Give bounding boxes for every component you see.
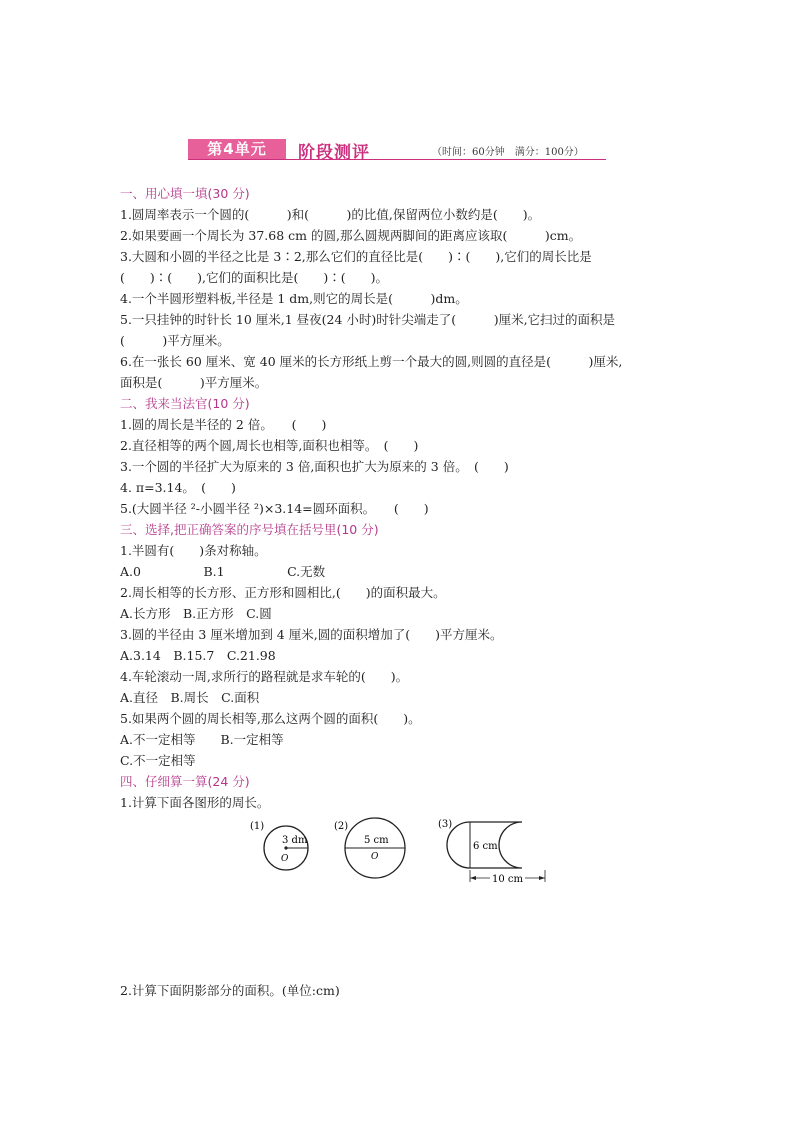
question-line: 2.周长相等的长方形、正方形和圆相比,( )的面积最大。 xyxy=(120,585,446,600)
unit-badge: 第4单元 xyxy=(188,139,286,159)
question-line: A.直径 B.周长 C.面积 xyxy=(120,690,260,705)
figure-3-number: (3) xyxy=(438,819,453,830)
question-line: 6.在一张长 60 厘米、宽 40 厘米的长方形纸上剪一个最大的圆,则圆的直径是( )厘米, xyxy=(120,354,623,369)
figure-1-center-dot xyxy=(284,846,287,849)
question-line: 4.车轮滚动一周,求所行的路程就是求车轮的( )。 xyxy=(120,669,409,684)
section-title: 一、用心填一填(30 分) xyxy=(120,186,250,201)
question-line: 5.一只挂钟的时针长 10 厘米,1 昼夜(24 小时)时针尖端走了( )厘米,它扫过的面积是 xyxy=(120,312,616,327)
exam-info: （时间：60分钟 满分：100分） xyxy=(432,147,584,158)
question-list xyxy=(120,183,690,813)
question-line: 2.直径相等的两个圆,周长也相等,面积也相等。 ( ) xyxy=(120,438,419,453)
question-line: 3.圆的半径由 3 厘米增加到 4 厘米,圆的面积增加了( )平方厘米。 xyxy=(120,627,503,642)
question-line: 1.计算下面各图形的周长。 xyxy=(120,795,270,810)
figure-3-height-label: 6 cm xyxy=(473,841,498,852)
section-title: 二、我来当法官(10 分) xyxy=(120,396,250,411)
question-line: 5.如果两个圆的周长相等,那么这两个圆的面积( )。 xyxy=(120,711,421,726)
section-title: 三、选择,把正确答案的序号填在括号里(10 分) xyxy=(120,522,379,537)
question-line: 4. π=3.14。 ( ) xyxy=(120,480,236,495)
figure-2-center-label: O xyxy=(371,852,379,862)
figure-3-arrow-left xyxy=(470,876,476,880)
header-rule xyxy=(188,159,606,160)
figure-2-label: 5 cm xyxy=(364,835,389,846)
question-line: 3.大圆和小圆的半径之比是 3∶2,那么它们的直径比是( )∶( ),它们的周长比是 xyxy=(120,249,592,264)
question-line: 面积是( )平方厘米。 xyxy=(120,375,268,390)
question-line: C.不一定相等 xyxy=(120,753,196,768)
question-line: ( )∶( ),它们的面积比是( )∶( )。 xyxy=(120,270,388,285)
question-line: 5.(大圆半径 ²-小圆半径 ²)×3.14=圆环面积。 ( ) xyxy=(120,501,429,516)
question-line: A.3.14 B.15.7 C.21.98 xyxy=(120,648,276,663)
unit-title: 阶段测评 xyxy=(298,143,370,163)
question-line: 1.圆的周长是半径的 2 倍。 ( ) xyxy=(120,417,327,432)
figure-1-center-label: O xyxy=(281,854,289,864)
figure-3-width-label: 10 cm xyxy=(492,874,523,885)
figure-2-number: (2) xyxy=(334,821,349,832)
question-line: ( )平方厘米。 xyxy=(120,333,230,348)
question-line: A.长方形 B.正方形 C.圆 xyxy=(120,606,272,621)
question-line: 2.如果要画一个周长为 37.68 cm 的圆,那么圆规两脚间的距离应该取( )cm。 xyxy=(120,228,582,243)
question-line: A.0 B.1 C.无数 xyxy=(120,564,326,579)
question-line: 4.一个半圆形塑料板,半径是 1 dm,则它的周长是( )dm。 xyxy=(120,291,468,306)
question-line: 1.圆周率表示一个圆的( )和( )的比值,保留两位小数约是( )。 xyxy=(120,207,541,222)
figure-3-arrow-right xyxy=(539,876,545,880)
figure-1-number: (1) xyxy=(250,821,265,832)
question-line: A.不一定相等 B.一定相等 xyxy=(120,732,284,747)
section-title: 四、仔细算一算(24 分) xyxy=(120,774,250,789)
question-line: 3.一个圆的半径扩大为原来的 3 倍,面积也扩大为原来的 3 倍。 ( ) xyxy=(120,459,509,474)
unit-header xyxy=(188,139,606,161)
perimeter-figures xyxy=(240,812,560,892)
question-line: 1.半圆有( )条对称轴。 xyxy=(120,543,267,558)
figure-1-label: 3 dm xyxy=(282,835,308,846)
question-shaded-area: 2.计算下面阴影部分的面积。(单位:cm) xyxy=(120,983,340,998)
